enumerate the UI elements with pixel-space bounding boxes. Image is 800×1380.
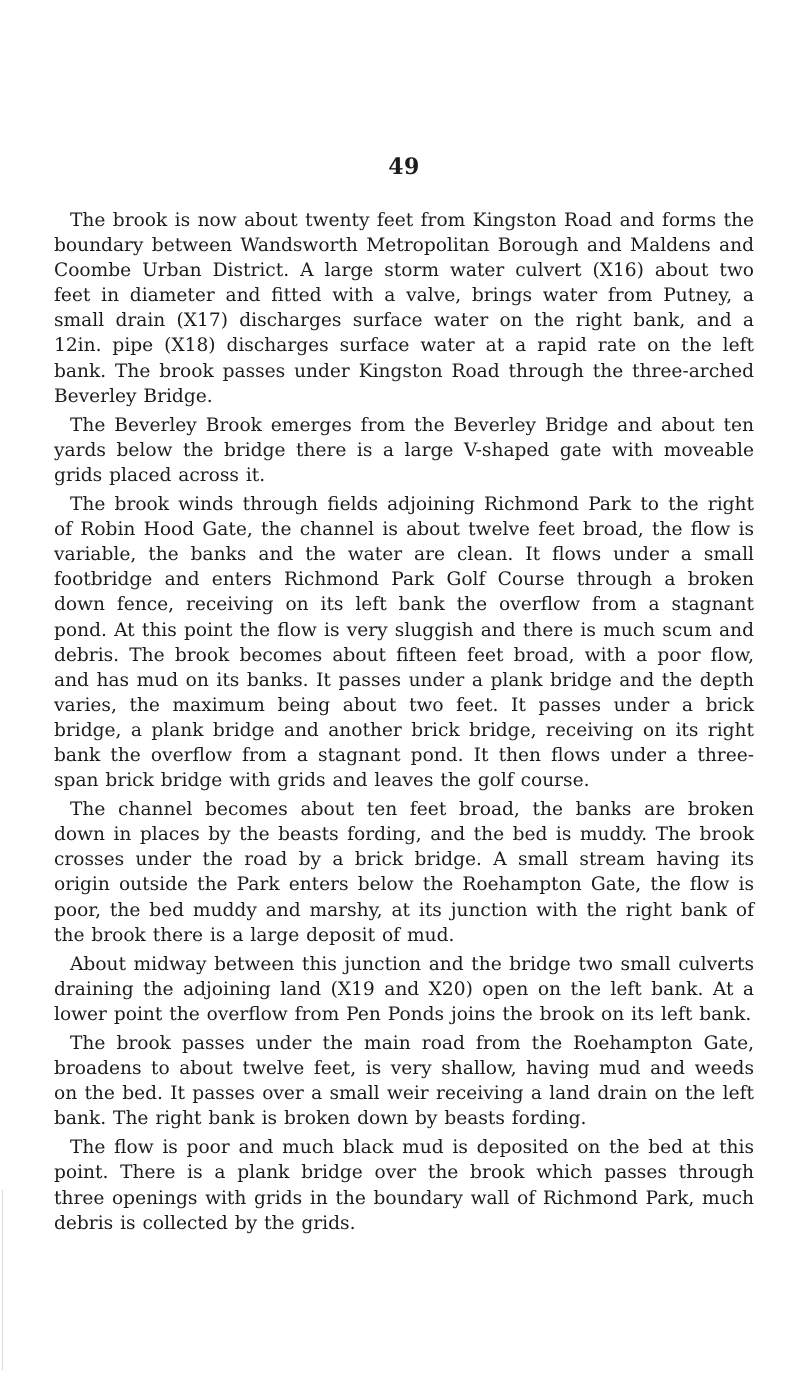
page-number: 49: [388, 154, 420, 180]
paragraph-7: The flow is poor and much black mud is deposited on the bed at this point. There is a plank bridge over the brook which passes through three openings with grids in the boundary wall of Richmond Park, much debris is collected by the grids.: [54, 1137, 754, 1234]
paragraph-6: The brook passes under the main road from the Roehampton Gate, broadens to about twelve feet, is very shallow, having mud and weeds on the bed. It passes over a small weir receiving a land drain on the left bank. The right bank is broken down by beasts fording.: [54, 1033, 754, 1130]
paragraph-2: The Beverley Brook emerges from the Beverley Bridge and about ten yards below the bridge there is a large V-shaped gate with moveable grids placed across it.: [54, 414, 754, 486]
body-text: [54, 208, 754, 1240]
paragraph-4: The channel becomes about ten feet broad, the banks are broken down in places by the beasts fording, and the bed is muddy. The brook crosses under the road by a brick bridge. A small stream having its origin outside the Park enters below the Roehampton Gate, the flow is poor, the bed muddy and marshy, at its junction with the right bank of the brook there is a large deposit of mud.: [54, 799, 754, 946]
paragraph-3: The brook winds through fields adjoining Richmond Park to the right of Robin Hood Gate, the channel is about twelve feet broad, the flow is variable, the banks and the water are clean. It flows under a small footbridge and enters Richmond Park Golf Course through a broken down fence, receiving on its left bank the overflow from a stagnant pond. At this point the flow is very sluggish and there is much scum and debris. The brook becomes about fifteen feet broad, with a poor flow, and has mud on its banks. It passes under a plank bridge and the depth varies, the maximum being about two feet. It passes under a brick bridge, a plank bridge and another brick bridge, receiving on its right bank the overflow from a stagnant pond. It then flows under a three-span brick bridge with grids and leaves the golf course.: [54, 494, 754, 792]
paragraph-1: The brook is now about twenty feet from Kingston Road and forms the boundary between Wandsworth Metropolitan Borough and Maldens and Coombe Urban District. A large storm water culvert (X16) about two feet in diameter and fitted with a valve, brings water from Putney, a small drain (X17) discharges surface water on the right bank, and a 12in. pipe (X18) discharges surface water at a rapid rate on the left bank. The brook passes under Kingston Road through the three-arched Beverley Bridge.: [54, 210, 754, 407]
paragraph-5: About midway between this junction and the bridge two small culverts draining the adjoining land (X19 and X20) open on the left bank. At a lower point the overflow from Pen Ponds joins the brook on its left bank.: [54, 953, 754, 1025]
scan-edge-mark: [2, 1190, 3, 1370]
